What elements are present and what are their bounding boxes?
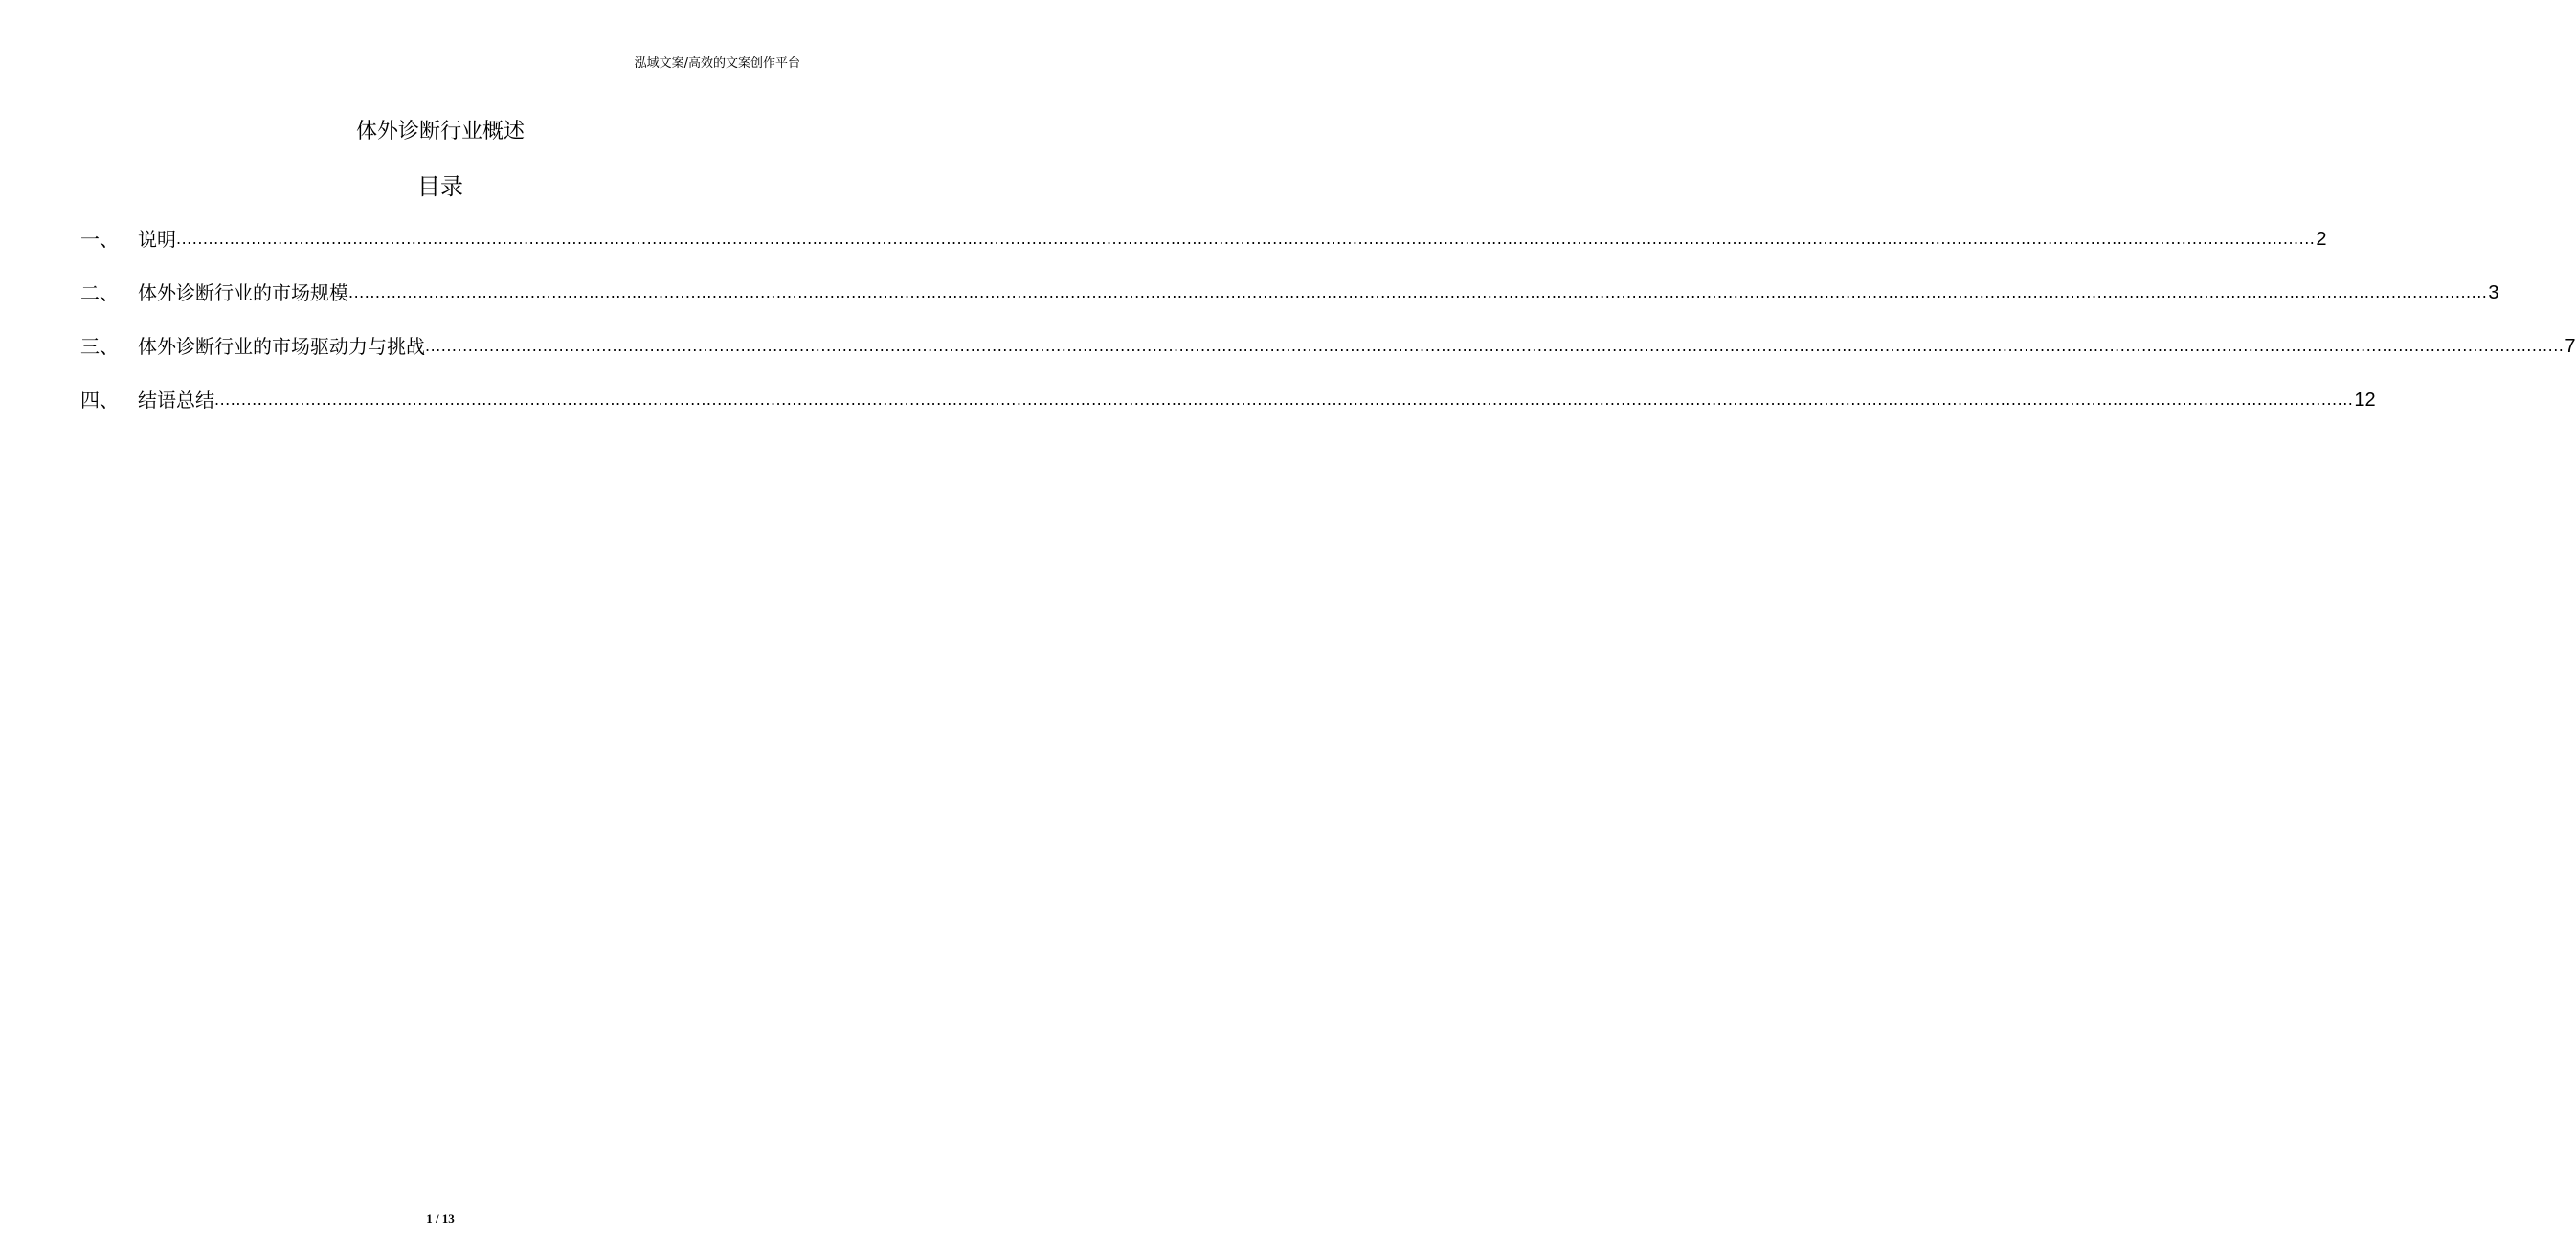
toc-entry-text: 结语总结 [138, 389, 214, 412]
toc-entry-page: 2 [2316, 229, 2327, 250]
toc-entry-3[interactable] [80, 331, 2576, 385]
toc-entry-2[interactable] [80, 278, 2499, 331]
toc-entry-text: 说明 [138, 228, 176, 251]
header-tagline: 泓域文案/高效的文案创作平台 [634, 56, 800, 71]
toc-entry-number: 一、 [80, 228, 119, 251]
toc-entry-1[interactable] [80, 224, 2327, 278]
table-of-contents [80, 224, 2576, 438]
document-title: 体外诊断行业概述 [355, 120, 525, 144]
toc-entry-number: 四、 [80, 389, 119, 412]
toc-entry-number: 三、 [80, 335, 119, 358]
toc-dot-leader: ................................................................................................................................................................................................................................................................................................................................................................................................................ [425, 337, 2565, 355]
toc-entry-page: 7 [2565, 336, 2576, 357]
toc-entry-text: 体外诊断行业的市场规模 [138, 281, 348, 304]
toc-dot-leader: ................................................................................................................................................................................................................................................................................................................................................................................................................ [214, 390, 2354, 409]
toc-dot-leader: ................................................................................................................................................................................................................................................................................................................................................................................................................ [176, 230, 2316, 248]
toc-entry-text: 体外诊断行业的市场驱动力与挑战 [138, 335, 425, 358]
toc-title: 目录 [417, 173, 463, 200]
toc-entry-page: 12 [2354, 389, 2376, 411]
toc-dot-leader: ................................................................................................................................................................................................................................................................................................................................................................................................................ [348, 283, 2488, 301]
toc-entry-number: 二、 [80, 281, 119, 304]
page-indicator: 1 / 13 [426, 1212, 455, 1226]
toc-entry-4[interactable] [80, 385, 2376, 438]
toc-entry-page: 3 [2488, 282, 2499, 303]
